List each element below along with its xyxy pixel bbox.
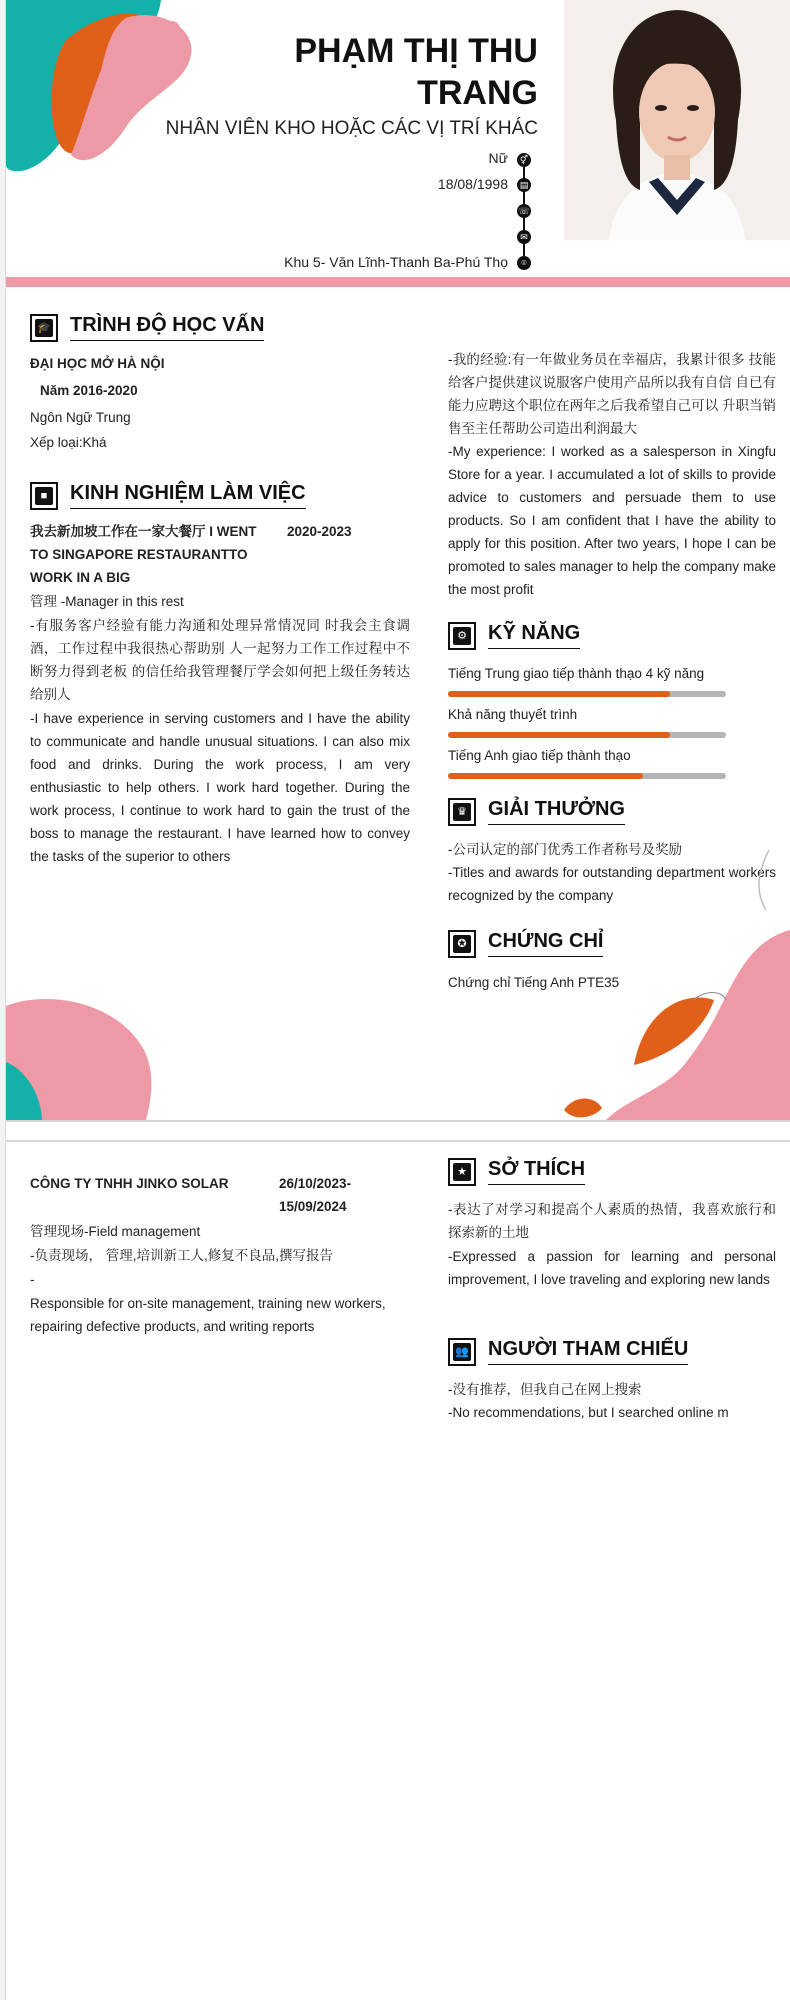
hobbies-cn: -表达了对学习和提高个人素质的热情，我喜欢旅行和探索新的土地 [448, 1202, 776, 1240]
job-title: NHÂN VIÊN KHO HOẶC CÁC VỊ TRÍ KHÁC [165, 118, 538, 139]
cv-page-1 [6, 0, 790, 1122]
job2-period: 26/10/2023- 15/09/2024 [279, 1176, 352, 1214]
graduation-cap-icon: 🎓 [30, 314, 58, 342]
certificate-text: Chứng chỉ Tiếng Anh PTE35 [448, 975, 620, 990]
awards-en: -Titles and awards for outstanding department workers recognized by the company [448, 865, 776, 903]
briefcase-icon: ■ [30, 482, 58, 510]
references-en: -No recommendations, but I searched online m [448, 1405, 729, 1420]
hobbies-en: -Expressed a passion for learning and personal improvement, I love traveling and exploring new lands [448, 1249, 776, 1287]
awards-title: GIẢI THƯỞNG [488, 798, 625, 825]
experience-title: KINH NGHIỆM LÀM VIỆC [70, 482, 306, 509]
education-title: TRÌNH ĐỘ HỌC VẤN [70, 314, 264, 341]
skill-bar-3 [448, 773, 726, 779]
phone-icon: ☏ [518, 206, 530, 216]
star-icon: ★ [448, 1158, 476, 1186]
skill-bar-1 [448, 691, 726, 697]
skill-bar-fill-2 [448, 732, 670, 738]
skill-bar-2 [448, 732, 726, 738]
trophy-icon: ♛ [448, 798, 476, 826]
candidate-name: PHẠM THỊ THU TRANG [294, 32, 538, 112]
gear-icon: ⚙ [448, 622, 476, 650]
education-years: Năm 2016-2020 [40, 383, 138, 398]
job1-desc-cn: -有服务客户经验有能力沟通和处理异常情况同 时我会主食调酒，工作过程中我很热心帮助别 人一起努力工作工作过程中不断努力得到老板 的信任给我管理餐厅学会如何把上级任务转达 给别人 [30, 618, 410, 702]
candidate-photo [564, 0, 790, 240]
job2-company: CÔNG TY TNHH JINKO SOLAR [30, 1176, 229, 1191]
job1-role: 管理 -Manager in this rest [30, 594, 184, 609]
location-icon: ⌾ [517, 256, 531, 270]
medal-icon: ✪ [448, 930, 476, 958]
job2-desc-cn: -负责现场， 管理,培训新工人,修复不良品,撰写报告 [30, 1248, 333, 1263]
education-grade: Xếp loại:Khá [30, 435, 107, 450]
footer-right-decoration [554, 850, 790, 1122]
job2-desc-en: Responsible for on-site management, training new workers, repairing defective products, and writing reports [30, 1296, 386, 1334]
references-title: NGƯỜI THAM CHIẾU [488, 1338, 688, 1365]
skill-bar-fill-3 [448, 773, 643, 779]
job1-period: 2020-2023 [287, 524, 352, 539]
skill-label-2: Khả năng thuyết trình [448, 707, 578, 722]
cake-icon: ▤ [517, 178, 531, 192]
hobbies-title: SỞ THÍCH [488, 1158, 585, 1185]
header-divider [6, 277, 790, 287]
cv-page-2 [6, 1140, 790, 2000]
education-major: Ngôn Ngữ Trung [30, 410, 131, 425]
skill-label-3: Tiếng Anh giao tiếp thành thạo [448, 748, 631, 763]
skills-title: KỸ NĂNG [488, 622, 580, 649]
certificates-title: CHỨNG CHỈ [488, 930, 603, 957]
awards-cn: -公司认定的部门优秀工作者称号及奖励 [448, 842, 682, 857]
gender-text: Nữ [488, 150, 508, 166]
job1-desc-en: -I have experience in serving customers and I have the ability to communicate and handle unusual situations. I can also mix food and drinks. During the work process, I am very enthusiastic to help others. I work hard together. During the work process, I continue to work hard to gain the trust of the boss to manage the restaurant. I have learned how to convey the tasks of the superior to others [30, 711, 410, 864]
references-cn: -没有推荐，但我自己在网上搜索 [448, 1382, 642, 1397]
skill-bar-fill-1 [448, 691, 670, 697]
job1-company: 我去新加坡工作在一家大餐厅 I WENT TO SINGAPORE RESTAURANTTO WORK IN A BIG [30, 524, 257, 585]
gender-icon: ⚥ [517, 153, 531, 167]
job2-role: 管理现场-Field management [30, 1224, 201, 1239]
birthdate-text: 18/08/1998 [437, 176, 508, 192]
objective-en: -My experience: I worked as a salesperson in Xingfu Store for a year. I accumulated a lot of skills to provide advice to customers and persuade them to use products. So I am confident that I have the ability to apply for this position. After two years, I hope I can be promoted to sales manager to help the company make the most profit [448, 444, 776, 597]
job2-dash: - [30, 1272, 35, 1287]
mail-icon: ✉ [517, 230, 531, 244]
footer-left-decoration [6, 990, 166, 1120]
objective-cn: -我的经验:有一年做业务员在幸福店，我累计很多 技能给客户提供建议说服客户使用产品所以我有自信 自已有能力应聘这个职位在两年之后我希望自己可以 升职当销售至主任帮助公司造出利润最大 [448, 352, 776, 436]
skill-label-1: Tiếng Trung giao tiếp thành thạo 4 kỹ năng [448, 666, 705, 681]
education-school: ĐẠI HỌC MỞ HÀ NỘI [30, 356, 165, 371]
people-icon: 👥 [448, 1338, 476, 1366]
address-text: Khu 5- Văn Lĩnh-Thanh Ba-Phú Thọ [284, 254, 508, 270]
